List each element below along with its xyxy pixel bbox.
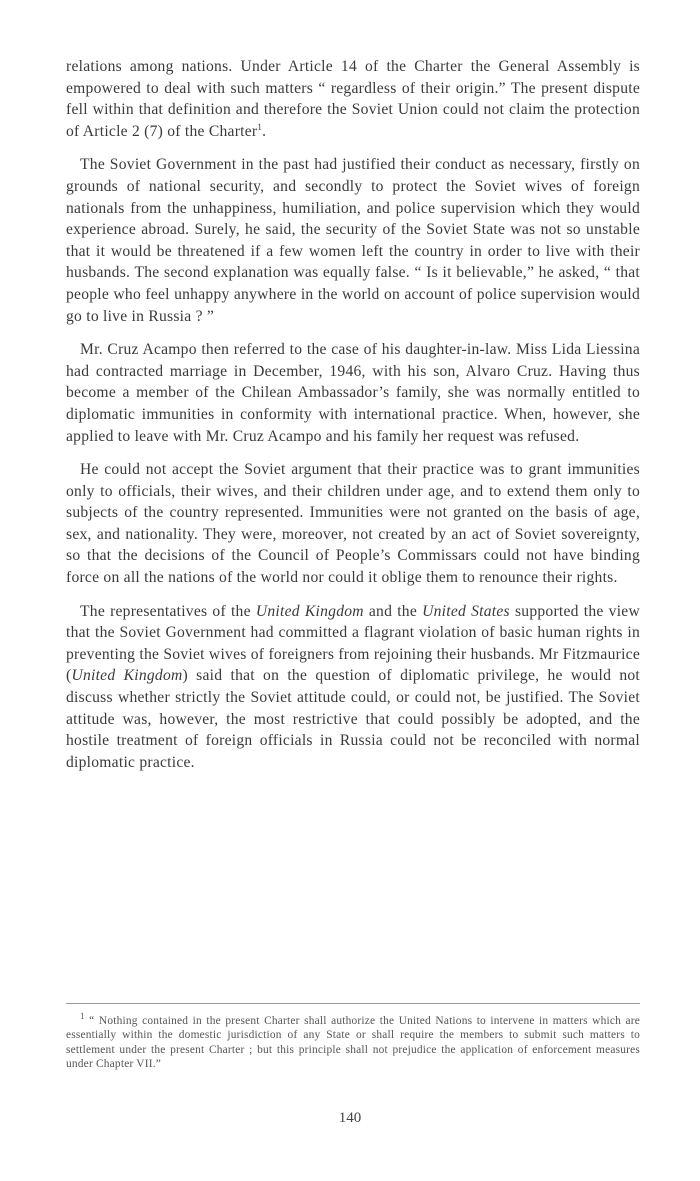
footnote-divider xyxy=(66,1003,640,1004)
country-name-us: United States xyxy=(422,602,510,620)
footnote-text: “ Nothing contained in the present Charter shall authorize the United Nations to intervene in matters which are essentially within the domestic jurisdiction of any State or shall require the members to submit such matters to settlement under the present Charter ; but this principle shall not prejudice the application of enforcement measures under Chapter VII.” xyxy=(66,1015,640,1071)
paragraph-4: He could not accept the Soviet argument that their practice was to grant immunities only to officials, their wives, and their children under age, and to extend them only to subjects of the country represented. Immunities were not granted on the basis of age, sex, and nationality. They were, moreover, not created by an act of Soviet sovereignty, so that the decisions of the Council of People’s Commissars could not have binding force on all the nations of the world nor could it oblige them to renounce their rights. xyxy=(66,461,640,587)
footnote-marker: 1 xyxy=(80,1011,85,1022)
paragraph-2: The Soviet Government in the past had justified their conduct as necessary, firstly on grounds of national security, and secondly to protect the Soviet wives of foreign nationals from the unhappiness, humiliation, and police supervision which they would experience abroad. Surely, he said, the security of the Soviet State was not so unstable that it would be threatened if a few women left the country in order to live with their husbands. The second explanation was equally false. “ Is it believable,” he asked, “ that people who feel unhappy anywhere in the world on account of police supervision would go to live in Russia ? ” xyxy=(66,156,640,325)
body-text xyxy=(66,56,640,785)
country-name-uk: United Kingdom xyxy=(255,602,364,620)
footnote-reference: 1 xyxy=(257,121,263,132)
page-number: 140 xyxy=(338,1110,362,1126)
country-name-uk-2: United Kingdom xyxy=(71,667,183,685)
footnote xyxy=(66,1011,640,1072)
paragraph-1: relations among nations. Under Article 14 of the Charter the General Assembly is empowered to deal with such matters “ regardless of their origin.” The present dispute fell within that definition and therefore the Soviet Union could not claim the protection of Article 2 (7) of the Charter$^1$. xyxy=(66,58,640,140)
paragraph-3: Mr. Cruz Acampo then referred to the case of his daughter-in-law. Miss Lida Liessina had contracted marriage in December, 1946, with his son, Alvaro Cruz. Having thus become a member of the Chilean Ambassador’s family, she was normally entitled to diplomatic immunities in conformity with international practice. When, however, she applied to leave with Mr. Cruz Acampo and his family her request was refused. xyxy=(66,341,640,445)
paragraph-5: The representatives of the United Kingdom and the United States supported the view that the Soviet Government had committed a flagrant violation of basic human rights in preventing the Soviet wives of foreigners from rejoining their husbands. Mr Fitzmaurice (United Kingdom) said that on the question of diplomatic privilege, he would not discuss whether strictly the Soviet attitude could, or could not, be justified. The Soviet attitude was, however, the most restrictive that could possibly be adopted, and the hostile treatment of foreign officials in Russia could not be reconciled with normal diplomatic practice. xyxy=(66,602,640,771)
